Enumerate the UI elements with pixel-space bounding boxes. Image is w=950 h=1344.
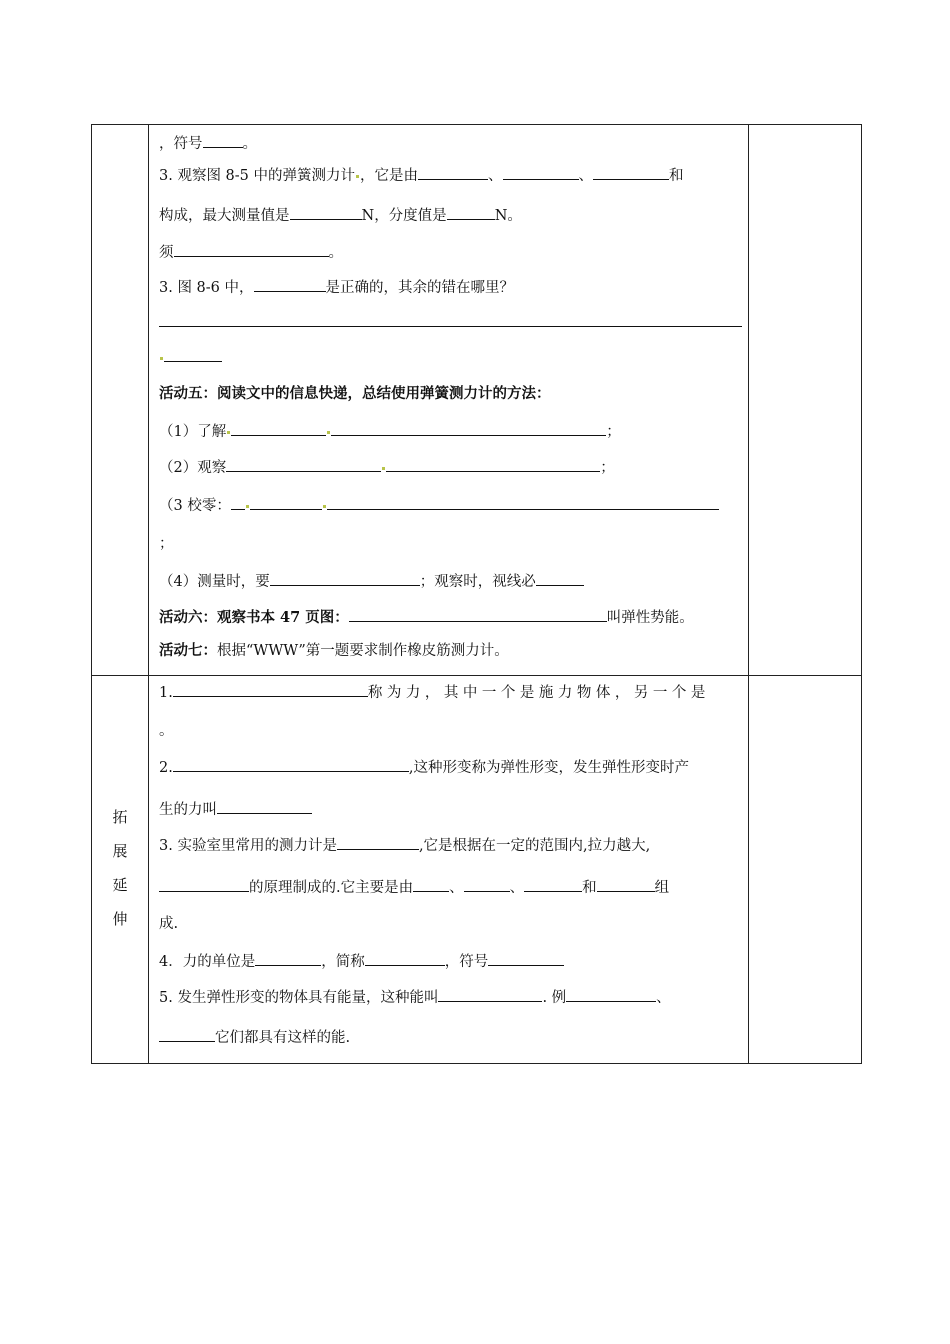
activity-seven: 活动七：根据“WWW”第一题要求制作橡皮筋测力计。 bbox=[159, 642, 509, 659]
blank bbox=[413, 876, 449, 892]
blank bbox=[488, 950, 564, 966]
blank bbox=[159, 876, 249, 892]
blank bbox=[290, 204, 362, 220]
blank bbox=[270, 570, 420, 586]
question-4: 4．力的单位是 ，简称 ，符号 bbox=[159, 950, 564, 972]
activity-five-item-3: （3 校零： bbox=[159, 494, 719, 516]
blank bbox=[173, 756, 409, 772]
blank bbox=[593, 164, 669, 180]
line-symbol: ，符号 。 bbox=[159, 132, 257, 154]
line-range: 构成，最大测量值是 N，分度值是 N。 bbox=[159, 204, 522, 226]
blank bbox=[464, 876, 510, 892]
blank bbox=[255, 950, 321, 966]
speck bbox=[227, 431, 230, 434]
blank bbox=[438, 986, 542, 1002]
blank bbox=[164, 346, 222, 362]
speck bbox=[382, 467, 385, 470]
blank bbox=[203, 132, 243, 148]
blank bbox=[217, 798, 312, 814]
blank bbox=[536, 570, 584, 586]
question-3: 3. 实验室里常用的测力计是 ,它是根据在一定的范围内,拉力越大, bbox=[159, 834, 650, 856]
blank bbox=[365, 950, 445, 966]
blank bbox=[331, 420, 606, 436]
activity-five-item-2: （2）观察 ； bbox=[159, 456, 615, 478]
speck bbox=[323, 505, 326, 508]
speck bbox=[356, 175, 359, 178]
speck bbox=[160, 357, 163, 360]
blank bbox=[386, 456, 600, 472]
section-label-extension: 拓 展 延 伸 bbox=[112, 808, 128, 928]
question-1-end: 。 bbox=[159, 723, 174, 739]
blank bbox=[231, 494, 245, 510]
blank bbox=[174, 241, 329, 257]
blank bbox=[418, 164, 488, 180]
question-2-cont: 生的力叫 bbox=[159, 798, 312, 820]
activity-five-item-1: （1）了解 ； bbox=[159, 420, 621, 442]
question-5-cont: 它们都具有这样的能. bbox=[159, 1026, 350, 1048]
blank bbox=[349, 606, 607, 622]
blank bbox=[173, 681, 368, 697]
speck bbox=[327, 431, 330, 434]
blank bbox=[597, 876, 655, 892]
blank bbox=[503, 164, 579, 180]
row-divider bbox=[91, 675, 862, 676]
blank bbox=[250, 494, 322, 510]
activity-five-title: 活动五：阅读文中的信息快递，总结使用弹簧测力计的方法： bbox=[159, 385, 551, 402]
column-divider-2 bbox=[748, 124, 749, 1064]
blank bbox=[159, 1026, 215, 1042]
question-3-cont: 的原理制成的.它主要是由 、 、 和 组 bbox=[159, 876, 669, 898]
line-must: 须 。 bbox=[159, 241, 343, 263]
blank bbox=[566, 986, 656, 1002]
question-5: 5. 发生弹性形变的物体具有能量，这种能叫 . 例 、 bbox=[159, 986, 671, 1008]
blank bbox=[447, 204, 495, 220]
table-border-bottom bbox=[91, 1063, 862, 1064]
answer-line-full bbox=[159, 311, 742, 333]
activity-five-item-4: （4）测量时，要 ；观察时，视线必 bbox=[159, 570, 584, 592]
table-border-right bbox=[861, 124, 862, 1064]
line-observe-spring-scale: 3. 观察图 8-5 中的弹簧测力计 ，它是由 、 、 和 bbox=[159, 164, 684, 186]
question-3-end: 成. bbox=[159, 916, 179, 932]
blank bbox=[226, 456, 381, 472]
activity-six: 活动六：观察书本 47 页图： 叫弹性势能。 bbox=[159, 606, 694, 628]
blank bbox=[524, 876, 582, 892]
blank bbox=[337, 834, 419, 850]
speck bbox=[246, 505, 249, 508]
activity-five-semicolon: ； bbox=[159, 536, 174, 552]
blank bbox=[327, 494, 719, 510]
question-1: 1. 称为力，其中一个是施力物体，另一个是 bbox=[159, 681, 710, 703]
line-figure-8-6: 3. 图 8-6 中， 是正确的，其余的错在哪里？ bbox=[159, 276, 514, 298]
worksheet-table bbox=[91, 124, 862, 1064]
question-2: 2. ,这种形变称为弹性形变，发生弹性形变时产 bbox=[159, 756, 689, 778]
blank bbox=[159, 311, 742, 327]
table-border-top bbox=[91, 124, 862, 125]
blank bbox=[231, 420, 326, 436]
answer-line-short bbox=[159, 346, 222, 368]
blank bbox=[254, 276, 326, 292]
